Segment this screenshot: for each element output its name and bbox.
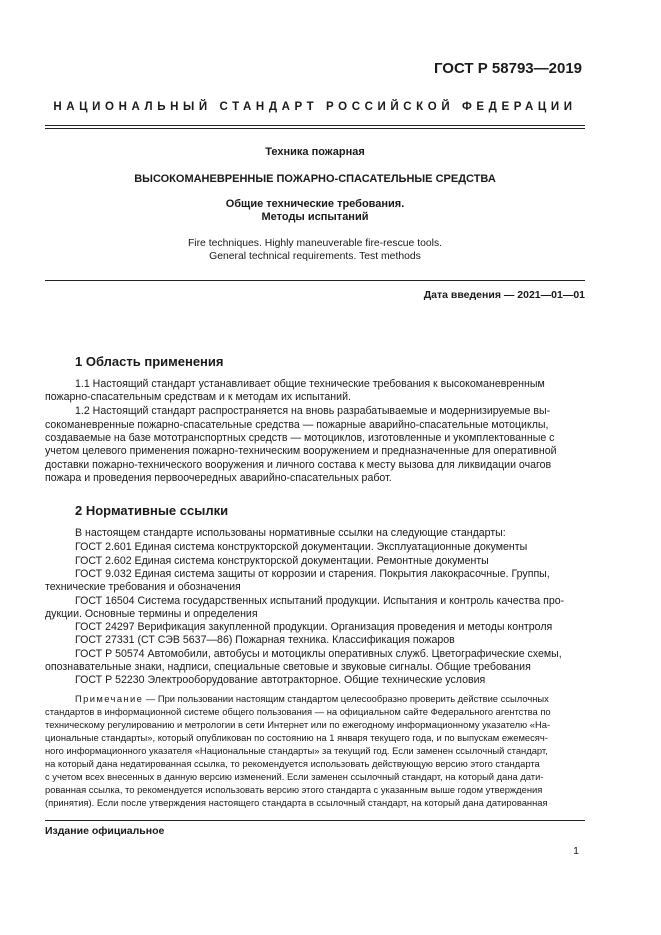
note-line: техническому регулированию и метрологии в сети Интернет или по ежегодному информационному указателю «На- xyxy=(45,719,551,730)
section-1-heading: 1 Область применения xyxy=(75,354,224,369)
title-sub-1: Общие технические требования. xyxy=(225,198,405,210)
note-line: стандартов в информационной системе общего пользования — на официальном сайте Федерального агентства по xyxy=(45,706,551,717)
page-number: 1 xyxy=(573,845,579,857)
reference-item: ГОСТ Р 50574 Автомобили, автобусы и мотоциклы оперативных служб. Цветографические схемы, xyxy=(75,648,562,660)
note-first-line xyxy=(75,692,549,705)
note-line: ного информационного указателя «Национальные стандарты» за текущий год. Если заменен ссылочный стандарт, xyxy=(45,745,548,756)
section-1-line: 1.2 Настоящий стандарт распространяется на вновь разрабатываемые и модернизируемые вы- xyxy=(75,405,551,417)
national-standard-heading: НАЦИОНАЛЬНЫЙ СТАНДАРТ РОССИЙСКОЙ ФЕДЕРАЦИИ xyxy=(53,101,577,113)
note-text: — При пользовании настоящим стандартом целесообразно проверить действие ссылочных xyxy=(143,693,549,704)
section-1-line: доставки пожарно-технического вооружения и личного состава к месту вызова для ликвидации очагов xyxy=(45,459,552,471)
section-1-line: пожарно-спасательным средствам и к методам их испытаний. xyxy=(45,391,351,403)
note-line: циональные стандарты», который опубликован по состоянию на 1 января текущего года, и по выпускам ежемесяч- xyxy=(45,732,548,743)
reference-item-cont: дукции. Основные термины и определения xyxy=(45,608,258,620)
section-1-line: создаваемые на базе мототранспортных средств — мотоциклов, изготовленные и укомплектованные с xyxy=(45,432,555,444)
title-category: Техника пожарная xyxy=(265,146,365,158)
note-line: на который дана недатированная ссылка, то рекомендуется использовать действующую версию этого стандарта xyxy=(45,758,540,769)
note-label: Примечание xyxy=(75,693,144,704)
reference-item: ГОСТ 2.602 Единая система конструкторской документации. Ремонтные документы xyxy=(75,555,489,567)
footer-rule xyxy=(45,820,585,821)
doc-number: ГОСТ Р 58793—2019 xyxy=(433,60,582,77)
reference-item-cont: технические требования и обозначения xyxy=(45,581,241,593)
reference-item: ГОСТ Р 52230 Электрооборудование автотракторное. Общие технические условия xyxy=(75,674,486,686)
reference-item: ГОСТ 2.601 Единая система конструкторской документации. Эксплуатационные документы xyxy=(75,541,528,553)
note-line: (принятия). Если после утверждения настоящего стандарта в ссылочный стандарт, на который дана датированная xyxy=(45,797,548,808)
title-english-1: Fire techniques. Highly maneuverable fire-rescue tools. xyxy=(187,238,443,249)
title-sub-2: Методы испытаний xyxy=(261,211,369,223)
title-main: ВЫСОКОМАНЕВРЕННЫЕ ПОЖАРНО-СПАСАТЕЛЬНЫЕ СРЕДСТВА xyxy=(134,173,496,185)
header-rule-bottom xyxy=(45,128,585,129)
edition-label: Издание официальное xyxy=(45,825,165,837)
reference-item: ГОСТ 27331 (СТ СЭВ 5637—86) Пожарная техника. Классификация пожаров xyxy=(75,634,455,646)
reference-item: ГОСТ 24297 Верификация закупленной продукции. Организация проведения и методы контроля xyxy=(75,621,553,633)
section-2-heading: 2 Нормативные ссылки xyxy=(75,503,229,518)
title-english-2: General technical requirements. Test methods xyxy=(209,251,421,262)
introduction-date: Дата введения — 2021—01—01 xyxy=(423,289,585,301)
note-line: рованная ссылка, то рекомендуется использовать версию этого стандарта с указанным выше годом утверждения xyxy=(45,784,543,795)
section-1-line: пожара и проведения первоочередных аварийно-спасательных работ. xyxy=(45,472,392,484)
section-1-line: сокоманевренные пожарно-спасательные средства — пожарные аварийно-спасательные мотоциклы, xyxy=(45,419,549,431)
section-1-line: учетом целевого применения пожарно-техническим вооружением и предназначенные для оперативной xyxy=(45,445,557,457)
reference-item-cont: опознавательные знаки, надписи, специальные световые и звуковые сигналы. Общие требования xyxy=(45,661,531,673)
reference-item: ГОСТ 16504 Система государственных испытаний продукции. Испытания и контроль качества про- xyxy=(75,595,565,607)
header-rule-top xyxy=(45,125,585,126)
section-1-line: 1.1 Настоящий стандарт устанавливает общие технические требования к высокоманевренным xyxy=(75,378,545,390)
reference-item: ГОСТ 9.032 Единая система защиты от коррозии и старения. Покрытия лакокрасочные. Группы, xyxy=(75,568,550,580)
section-2-line: В настоящем стандарте использованы нормативные ссылки на следующие стандарты: xyxy=(75,527,506,539)
date-rule xyxy=(45,280,585,281)
note-line: с учетом всех внесенных в данную версию изменений. Если заменен ссылочный стандарт, на который дана дати- xyxy=(45,771,544,782)
